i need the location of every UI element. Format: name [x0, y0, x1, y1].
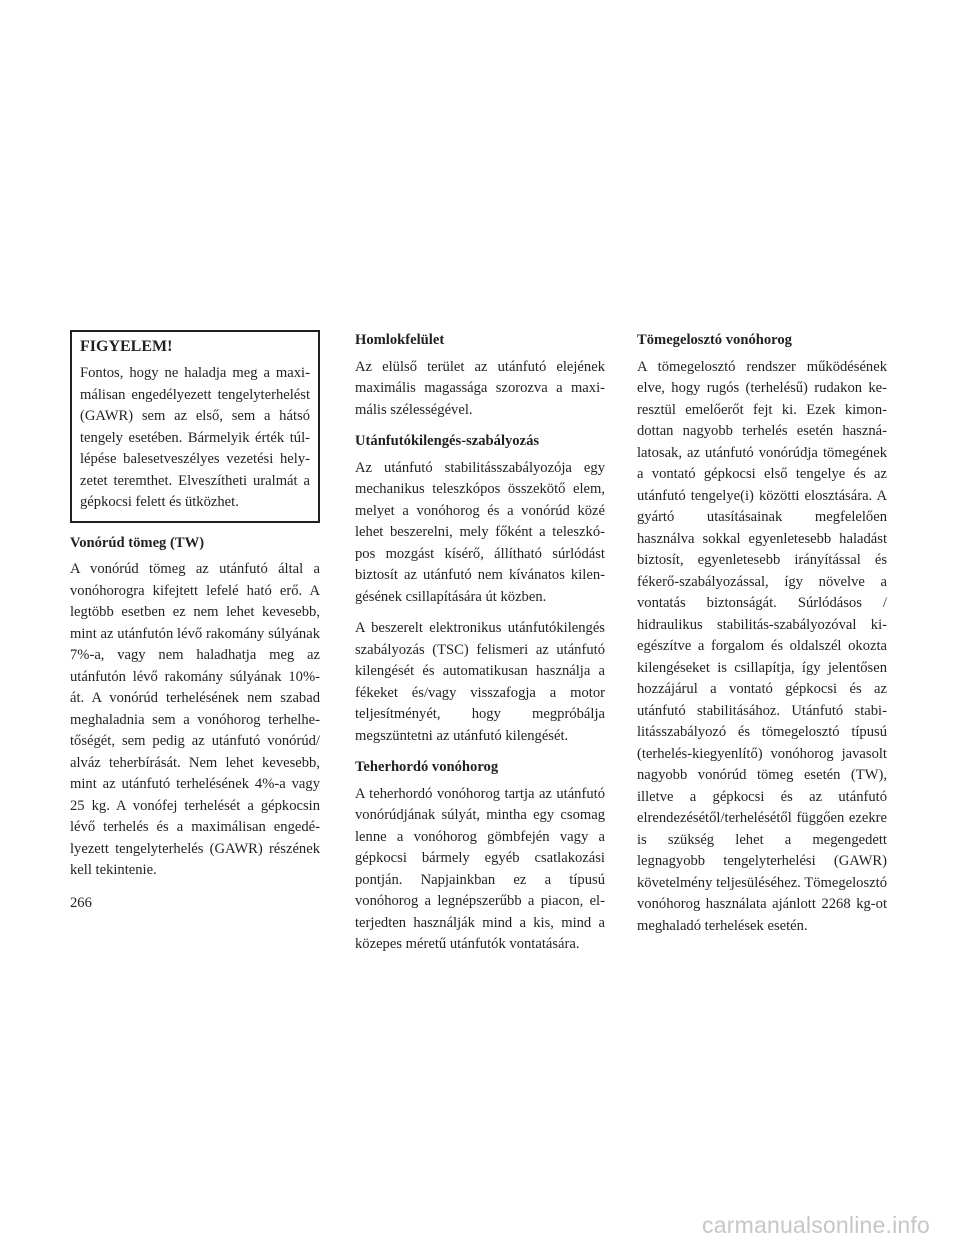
column-middle: [355, 330, 605, 966]
paragraph-weight-carrying: A teherhordó vonóhorog tartja az utánfutó vonórúdjának súlyát, mintha egy csomag lenne a vonóhorog gömbfején vagy a gépkocsi bármely egyéb csatlakozási pontján. Napjainkban ez a típusú vonóhorog a legnépszerűbb a piacon, elterjedten használják mind a kis, mind a közepes méretű utánfutók vontatására.: [355, 785, 605, 952]
warning-text: Fontos, hogy ne haladja meg a maximálisan engedélyezett tengelyterhelést (GAWR) sem az első, sem a hátsó tengely esetében. Bármelyik érték túllépése balesetveszélyes vezetési helyzetet teremthet. Elveszítheti uralmát a gépkocsi felett és ütközhet.: [80, 365, 310, 510]
heading-weight-distributing: Tömegelosztó vonóhorog: [637, 332, 792, 348]
paragraph-sway-control-2: A beszerelt elektronikus utánfutókilengés szabályozás (TSC) felismeri az utánfutó kilengését és automatikusan használja a fékeket és/vagy visszafogja a motor teljesítményét, hogy megpróbálja megszüntetni az utánfutó kilengését.: [355, 620, 605, 744]
heading-weight-carrying: Teherhordó vonóhorog: [355, 759, 499, 775]
paragraph-frontal-area: Az elülső terület az utánfutó elejének maximális magassága szorozva a maximális szélességével.: [355, 358, 605, 418]
paragraph-tongue-weight: A vonórúd tömeg az utánfutó által a vonóhorogra kifejtett lefelé ható erő. A legtöbb esetben ez nem lehet kevesebb, mint az utánfutón lévő rakomány súlyának 7%-a, vagy nem haladhatja meg az utánfutón lévő rakomány súlyának 10%-át. A vonórúd terhelésének nem szabad meghaladnia sem a vonóhorog terhelhetőségét, sem pedig az utánfutó vonórúd/ alváz teherbírását. Nem lehet kevesebb, mint az utánfutó terhelésének 4%-a vagy 25 kg. A vonófej terhelését a gépkocsin lévő terhelés és a maximálisan engedélyezett tengelyterhelés (GAWR) részének kell tekintenie.: [70, 561, 320, 878]
paragraph-weight-distributing: A tömegelosztó rendszer működésének elve, hogy rugós (terhelésű) rudakon keresztül emelőerőt fejt ki. Ezek kimondottan nagyobb terhelés esetén használatosak, az utánfutó vonórúdja tömegének a vontató gépkocsi első tengelye és az utánfutó tengelye(i) közötti elosztására. A gyártó utasításainak megfelelően használva sokkal egyenletesebb haladást biztosít, egyenletesebb irányítással és fékerő-szabályozással, így növelve a vontatás biztonságát. Súrlódásos / hidraulikus stabilitás-szabályozóval kiegészítve a forgalom és oldalszél okozta kilengéseket is csillapítja, így jelentősen hozzájárul a vontató gépkocsi és az utánfutó stabilitásához. Utánfutó stabilitásszabályozó és tömegelosztó típusú (terhelés-kiegyenlítő) vonóhorog javasolt nagyobb vonórúd tömeg esetén (TW), illetve a gépkocsi és az utánfutó elrendezésétől/terhelésétől függően ezekre is szükség lehet a megengedett legnagyobb tengelyterhelési (GAWR) követelmény teljesüléséhez. Tömegelosztó vonóhorog használata ajánlott 2268 kg-ot meghaladó terhelések esetén.: [637, 358, 887, 934]
page-number: 266: [70, 895, 92, 911]
paragraph-sway-control-1: Az utánfutó stabilitásszabályozója egy mechanikus teleszkópos összekötő elem, melyet a vonóhorog és a vonórúd közé lehet beszerelni, mely főként a teleszkópos mozgást kísérő, állítható súrlódást biztosít az utánfutó nem kívánatos kilengésének csillapítására út közben.: [355, 459, 605, 605]
heading-frontal-area: Homlokfelület: [355, 332, 445, 348]
column-left: [70, 330, 320, 892]
warning-title: FIGYELEM!: [80, 338, 173, 355]
column-right: [637, 330, 887, 947]
heading-tongue-weight: Vonórúd tömeg (TW): [70, 534, 205, 551]
warning-box: [70, 330, 320, 523]
watermark: carmanualsonline.info: [702, 1212, 930, 1238]
heading-sway-control: Utánfutókilengés-szabályozás: [355, 433, 540, 449]
